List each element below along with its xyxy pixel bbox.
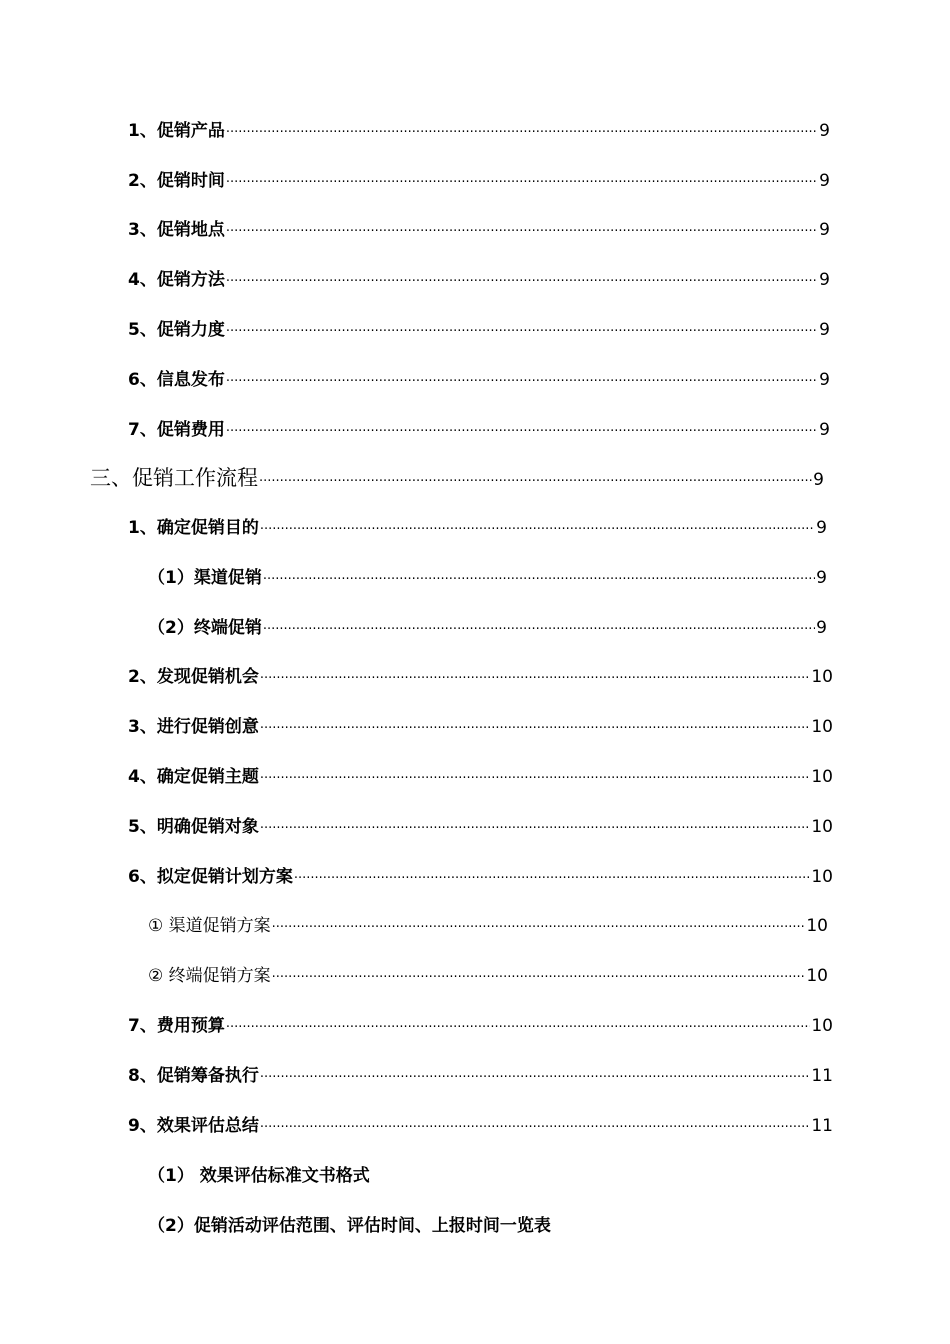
toc-entry-promo-method[interactable] bbox=[128, 265, 830, 295]
toc-entry-promo-cost[interactable] bbox=[128, 415, 830, 445]
toc-page-number: 11 bbox=[811, 1116, 833, 1136]
toc-entry-workflow-section[interactable] bbox=[90, 463, 824, 493]
toc-dot-leader bbox=[226, 267, 818, 297]
toc-dot-leader bbox=[226, 417, 818, 447]
toc-entry-terminal-plan[interactable] bbox=[148, 961, 828, 991]
toc-dot-leader bbox=[260, 764, 811, 794]
toc-page-number: 10 bbox=[811, 817, 833, 837]
toc-entry-define-goal[interactable] bbox=[128, 513, 827, 543]
toc-entry-label: （2）终端促销 bbox=[148, 618, 262, 638]
toc-entry-promo-product[interactable] bbox=[128, 116, 830, 146]
toc-page-number: 9 bbox=[816, 618, 827, 638]
toc-dot-leader bbox=[260, 1113, 811, 1143]
toc-entry-label: 4、确定促销主题 bbox=[128, 767, 259, 787]
toc-dot-leader bbox=[226, 1013, 811, 1043]
toc-entry-label: （1） 效果评估标准文书格式 bbox=[148, 1166, 370, 1186]
toc-page-number: 10 bbox=[811, 867, 833, 887]
toc-entry-label: 9、效果评估总结 bbox=[128, 1116, 259, 1136]
toc-dot-leader bbox=[260, 515, 815, 545]
toc-entry-promo-time[interactable] bbox=[128, 166, 830, 196]
toc-page-number: 10 bbox=[811, 767, 833, 787]
toc-entry-label: 8、促销筹备执行 bbox=[128, 1066, 259, 1086]
toc-entry-label: 6、拟定促销计划方案 bbox=[128, 867, 293, 887]
toc-page-number: 9 bbox=[816, 568, 827, 588]
toc-page-number: 9 bbox=[819, 121, 830, 141]
toc-dot-leader bbox=[294, 864, 811, 894]
toc-page-number: 10 bbox=[806, 916, 828, 936]
toc-entry-channel-promo[interactable] bbox=[148, 563, 827, 593]
toc-entry-label: 3、促销地点 bbox=[128, 220, 225, 240]
toc-entry-label: 5、明确促销对象 bbox=[128, 817, 259, 837]
toc-entry-label: ① 渠道促销方案 bbox=[148, 916, 271, 936]
toc-entry-promo-theme[interactable] bbox=[128, 762, 833, 792]
toc-page-number: 11 bbox=[811, 1066, 833, 1086]
toc-entry-promo-creative[interactable] bbox=[128, 712, 833, 742]
toc-entry-label: 2、促销时间 bbox=[128, 171, 225, 191]
toc-page-number: 9 bbox=[819, 270, 830, 290]
toc-entry-find-opportunity[interactable] bbox=[128, 662, 833, 692]
toc-dot-leader bbox=[260, 714, 811, 744]
toc-dot-leader bbox=[263, 615, 815, 645]
toc-entry-promo-target[interactable] bbox=[128, 812, 833, 842]
toc-dot-leader bbox=[263, 565, 815, 595]
toc-entry-label: 3、进行促销创意 bbox=[128, 717, 259, 737]
toc-page-number: 10 bbox=[811, 1016, 833, 1036]
toc-page-number: 9 bbox=[816, 518, 827, 538]
toc-dot-leader bbox=[226, 317, 818, 347]
toc-page-number: 9 bbox=[819, 171, 830, 191]
toc-entry-effect-evaluation[interactable] bbox=[128, 1111, 833, 1141]
toc-entry-label: 2、发现促销机会 bbox=[128, 667, 259, 687]
toc-page-number: 9 bbox=[819, 320, 830, 340]
toc-entry-channel-plan[interactable] bbox=[148, 911, 828, 941]
toc-entry-label: 6、信息发布 bbox=[128, 370, 225, 390]
toc-entry-terminal-promo[interactable] bbox=[148, 613, 827, 643]
toc-entry-eval-format[interactable] bbox=[148, 1161, 828, 1191]
toc-entry-eval-schedule[interactable] bbox=[148, 1211, 828, 1241]
toc-page-number: 9 bbox=[819, 370, 830, 390]
toc-entry-label: 7、促销费用 bbox=[128, 420, 225, 440]
toc-entry-label: ② 终端促销方案 bbox=[148, 966, 271, 986]
toc-dot-leader bbox=[272, 913, 806, 943]
toc-dot-leader bbox=[272, 963, 806, 993]
toc-entry-label: 1、促销产品 bbox=[128, 121, 225, 141]
toc-page-number: 9 bbox=[819, 420, 830, 440]
toc-entry-prep-execution[interactable] bbox=[128, 1061, 833, 1091]
toc-entry-budget[interactable] bbox=[128, 1011, 833, 1041]
toc-entry-info-release[interactable] bbox=[128, 365, 830, 395]
toc-entry-promo-intensity[interactable] bbox=[128, 315, 830, 345]
toc-entry-label: （1）渠道促销 bbox=[148, 568, 262, 588]
toc-entry-label: 4、促销方法 bbox=[128, 270, 225, 290]
toc-dot-leader bbox=[259, 467, 812, 497]
toc-page-number: 9 bbox=[813, 470, 824, 490]
toc-section-label: 三、促销工作流程 bbox=[90, 466, 258, 490]
toc-dot-leader bbox=[260, 1063, 811, 1093]
toc-page-number: 10 bbox=[811, 717, 833, 737]
toc-entry-label: 1、确定促销目的 bbox=[128, 518, 259, 538]
toc-entry-promo-location[interactable] bbox=[128, 215, 830, 245]
toc-entry-label: 7、费用预算 bbox=[128, 1016, 225, 1036]
toc-dot-leader bbox=[260, 664, 811, 694]
toc-entry-label: （2）促销活动评估范围、评估时间、上报时间一览表 bbox=[148, 1216, 551, 1236]
toc-dot-leader bbox=[226, 118, 818, 148]
toc-entry-label: 5、促销力度 bbox=[128, 320, 225, 340]
toc-page-number: 9 bbox=[819, 220, 830, 240]
toc-dot-leader bbox=[226, 367, 818, 397]
toc-dot-leader bbox=[226, 217, 818, 247]
toc-dot-leader bbox=[226, 168, 818, 198]
toc-page-number: 10 bbox=[811, 667, 833, 687]
toc-entry-promo-plan[interactable] bbox=[128, 862, 833, 892]
toc-dot-leader bbox=[260, 814, 811, 844]
toc-page-number: 10 bbox=[806, 966, 828, 986]
